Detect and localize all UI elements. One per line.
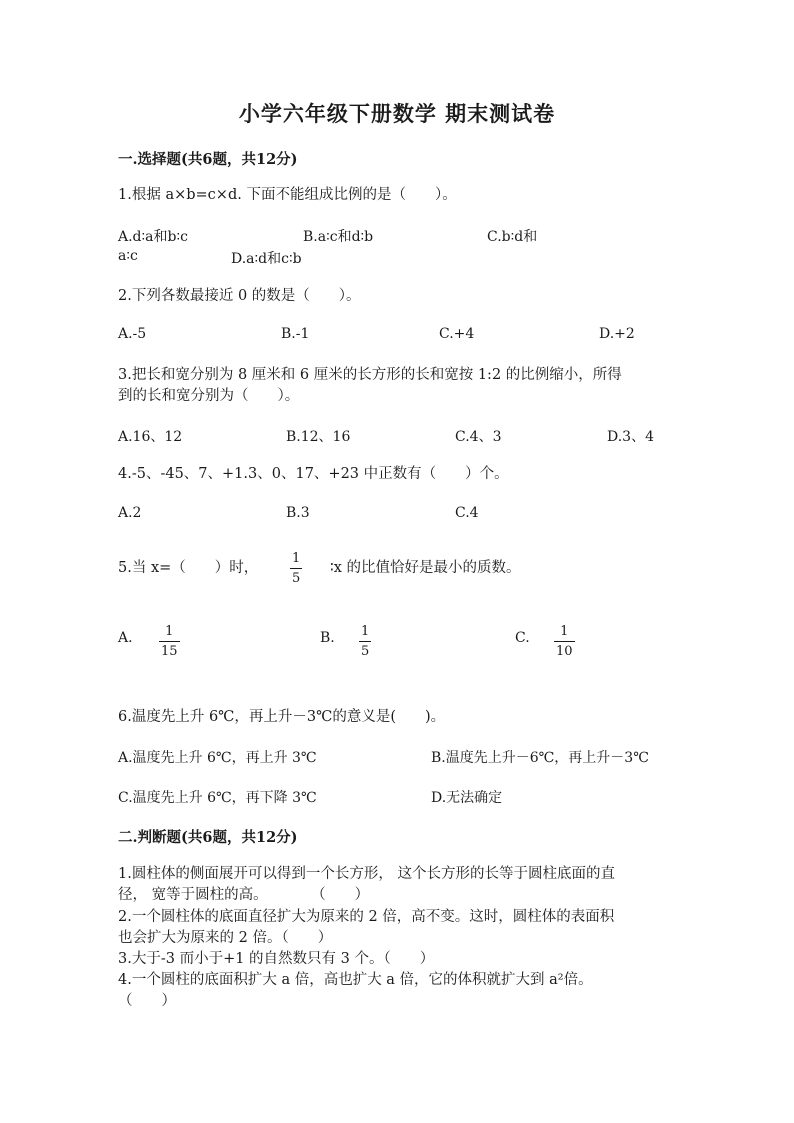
question-2-option-b[interactable]: B.-1 bbox=[281, 326, 310, 342]
question-5-stem-part2: ∶x 的比值恰好是最小的质数。 bbox=[330, 560, 521, 576]
question-1-option-c[interactable]: C.b∶d和 bbox=[487, 229, 538, 245]
question-5-fraction bbox=[290, 551, 302, 586]
question-4-option-c[interactable]: C.4 bbox=[455, 505, 479, 521]
judge-4-line1: 4.一个圆柱的底面积扩大 a 倍，高也扩大 a 倍，它的体积就扩大到 a²倍。 bbox=[118, 972, 593, 988]
judge-2-line1: 2.一个圆柱体的底面直径扩大为原来的 2 倍，高不变。这时，圆柱体的表面积 bbox=[118, 909, 615, 925]
fraction-bar bbox=[290, 568, 302, 569]
question-2-stem: 2.下列各数最接近 0 的数是（ ）。 bbox=[118, 288, 361, 304]
question-6-option-d[interactable]: D.无法确定 bbox=[431, 790, 503, 806]
question-5-option-c-fraction[interactable] bbox=[554, 624, 575, 659]
fraction-numerator: 1 bbox=[361, 624, 370, 639]
fraction-bar bbox=[359, 641, 371, 642]
question-5-option-b-label[interactable]: B. bbox=[320, 630, 335, 646]
fraction-numerator: 1 bbox=[165, 624, 174, 639]
judge-4-line2[interactable]: （ ） bbox=[118, 993, 176, 1009]
question-5-option-b-fraction[interactable] bbox=[359, 624, 371, 659]
question-3-stem-line2: 到的长和宽分别为（ ）。 bbox=[118, 388, 300, 404]
question-6-option-b[interactable]: B.温度先上升－6℃，再上升－3℃ bbox=[431, 750, 649, 766]
fraction-bar bbox=[554, 641, 575, 642]
question-3-stem-line1: 3.把长和宽分别为 8 厘米和 6 厘米的长方形的长和宽按 1:2 的比例缩小，所得 bbox=[118, 367, 622, 383]
fraction-denominator: 5 bbox=[361, 644, 370, 659]
judge-3[interactable]: 3.大于-3 而小于+1 的自然数只有 3 个。（ ） bbox=[118, 951, 435, 967]
question-1-option-a[interactable]: A.d∶a和b∶c bbox=[118, 229, 188, 245]
question-5-option-a-label[interactable]: A. bbox=[118, 630, 133, 646]
question-3-option-b[interactable]: B.12、16 bbox=[286, 429, 351, 445]
fraction-numerator: 1 bbox=[292, 551, 301, 566]
question-6-option-c[interactable]: C.温度先上升 6℃，再下降 3℃ bbox=[118, 790, 317, 806]
judge-1-line2[interactable]: 径， 宽等于圆柱的高。 （ ） bbox=[118, 887, 370, 903]
judge-2-line2[interactable]: 也会扩大为原来的 2 倍。（ ） bbox=[118, 930, 333, 946]
question-4-option-a[interactable]: A.2 bbox=[118, 505, 142, 521]
fraction-denominator: 10 bbox=[556, 644, 573, 659]
question-5-stem-part1: 5.当 x=（ ）时， bbox=[118, 560, 259, 576]
question-3-option-a[interactable]: A.16、12 bbox=[118, 429, 183, 445]
question-2-option-a[interactable]: A.-5 bbox=[118, 326, 147, 342]
question-1-option-d[interactable]: D.a∶d和c∶b bbox=[231, 251, 302, 267]
section-heading-judge: 二.判断题(共6题，共12分) bbox=[118, 829, 298, 846]
fraction-bar bbox=[159, 641, 180, 642]
question-5-option-c-label[interactable]: C. bbox=[515, 630, 530, 646]
question-4-option-b[interactable]: B.3 bbox=[286, 505, 310, 521]
fraction-numerator: 1 bbox=[560, 624, 569, 639]
question-6-option-a[interactable]: A.温度先上升 6℃，再上升 3℃ bbox=[118, 750, 317, 766]
question-3-option-c[interactable]: C.4、3 bbox=[455, 429, 502, 445]
question-3-option-d[interactable]: D.3、4 bbox=[607, 429, 654, 445]
question-5-option-a-fraction[interactable] bbox=[159, 624, 180, 659]
question-2-option-d[interactable]: D.+2 bbox=[599, 326, 635, 342]
question-1-stem: 1.根据 a×b=c×d. 下面不能组成比例的是（ ）。 bbox=[118, 187, 457, 203]
fraction-denominator: 5 bbox=[292, 571, 301, 586]
page-title: 小学六年级下册数学 期末测试卷 bbox=[238, 101, 556, 126]
question-4-stem: 4.-5、-45、7、+1.3、0、17、+23 中正数有（ ）个。 bbox=[118, 466, 509, 482]
question-1-option-c-cont[interactable]: a∶c bbox=[118, 248, 138, 264]
section-heading-choice: 一.选择题(共6题，共12分) bbox=[118, 151, 298, 168]
question-1-option-b[interactable]: B.a∶c和d∶b bbox=[303, 229, 374, 245]
question-2-option-c[interactable]: C.+4 bbox=[439, 326, 475, 342]
question-6-stem: 6.温度先上升 6℃，再上升－3℃的意义是( )。 bbox=[118, 709, 446, 725]
fraction-denominator: 15 bbox=[161, 644, 178, 659]
judge-1-line1: 1.圆柱体的侧面展开可以得到一个长方形， 这个长方形的长等于圆柱底面的直 bbox=[118, 866, 615, 882]
